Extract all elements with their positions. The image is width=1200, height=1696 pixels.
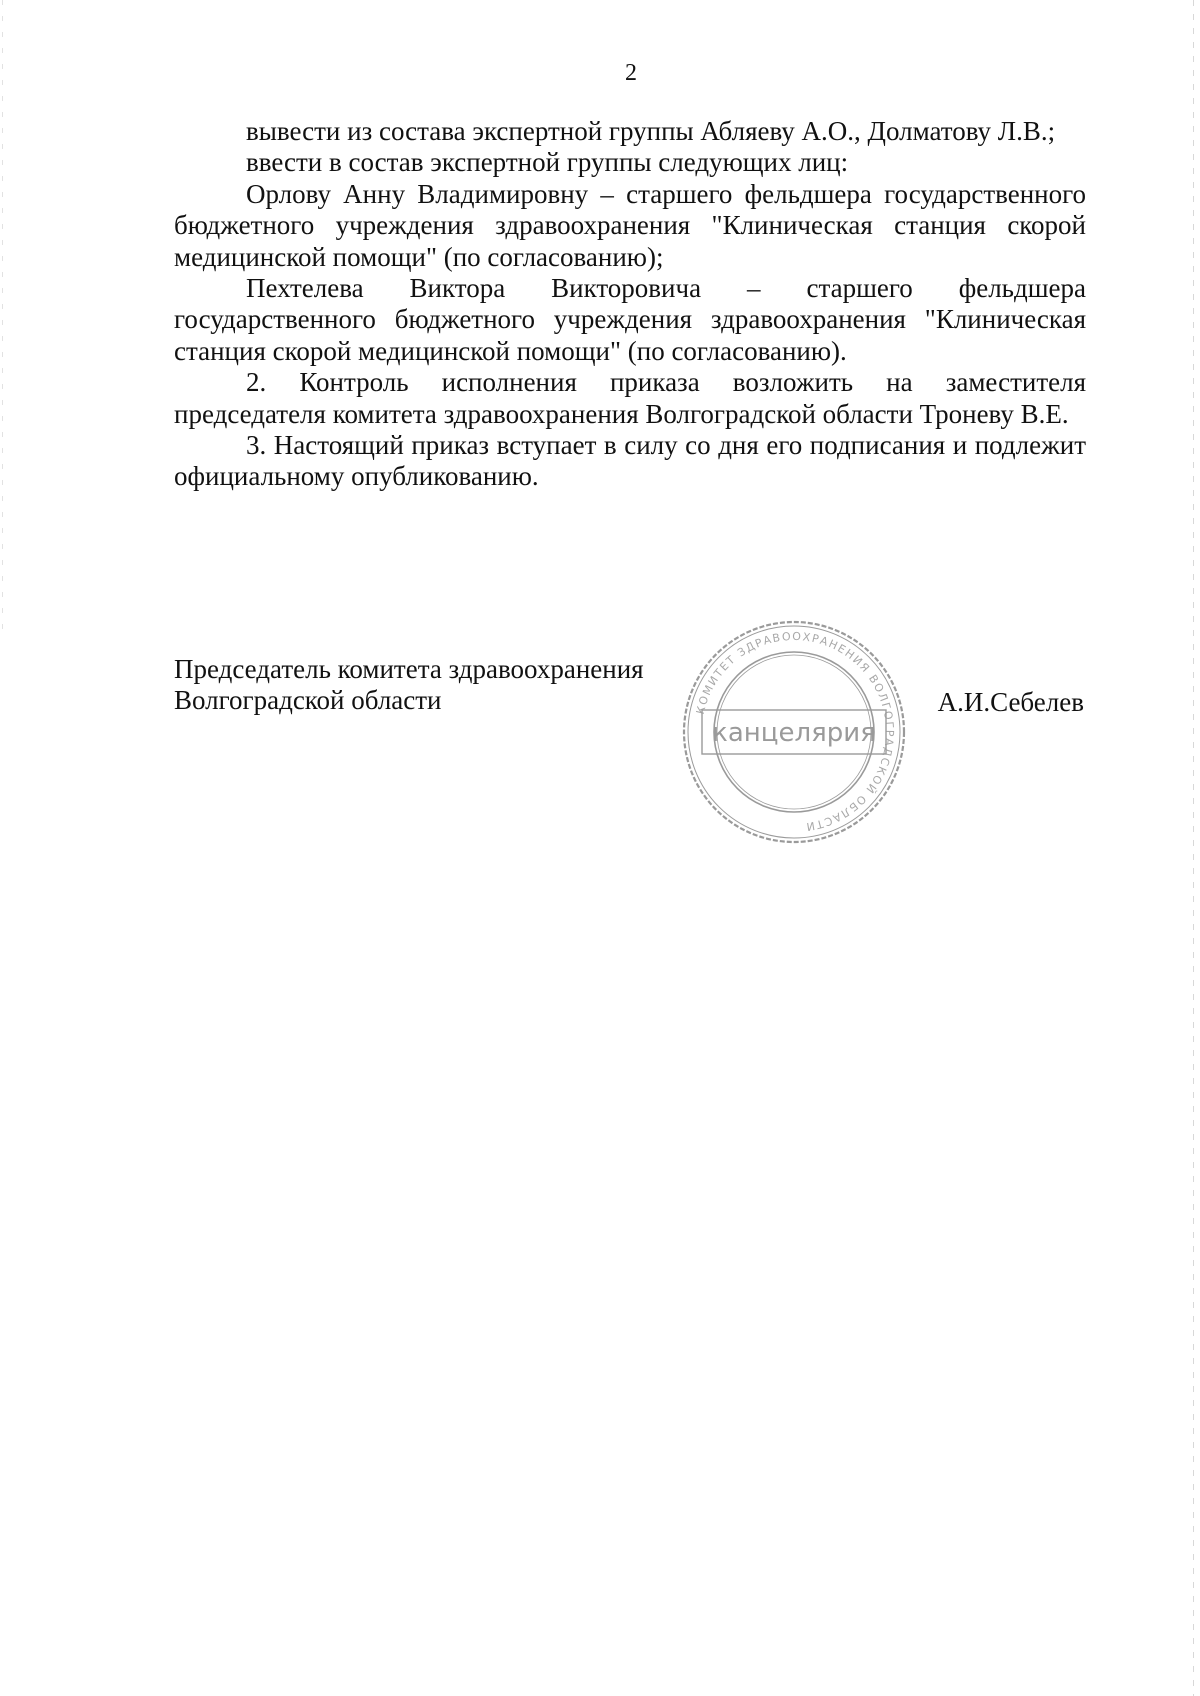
paragraph-effective-date: 3. Настоящий приказ вступает в силу со дня его подписания и подлежит официальному опубликованию. <box>174 430 1086 492</box>
office-stamp <box>680 618 908 846</box>
scan-edge-left <box>2 0 3 640</box>
scan-edge-right <box>1193 0 1194 1696</box>
signatory-title-line-1: Председатель комитета здравоохранения <box>174 654 644 684</box>
paragraph-control: 2. Контроль исполнения приказа возложить на заместителя председателя комитета здравоохранения Волгоградской области Троневу В.Е. <box>174 367 1086 429</box>
paragraph-add-members: ввести в состав экспертной группы следующих лиц: <box>246 147 849 178</box>
stamp-center-text: канцелярия <box>712 718 876 748</box>
signatory-name: А.И.Себелев <box>937 687 1084 717</box>
stamp-ring-text: КОМИТЕТ ЗДРАВООХРАНЕНИЯ ВОЛГОГРАДСКОЙ ОБЛАСТИ <box>693 629 897 834</box>
document-body <box>174 116 1086 493</box>
signatory-title-line-2: Волгоградской области <box>174 685 442 716</box>
page-number: 2 <box>625 60 637 86</box>
paragraph-member-orlova: Орлову Анну Владимировну – старшего фельдшера государственного бюджетного учреждения здравоохранения "Клиническая станция скорой медицинской помощи" (по согласованию); <box>174 178 1086 272</box>
paragraph-member-pekhtelev: Пехтелева Виктора Викторовича – старшего фельдшера государственного бюджетного учреждения здравоохранения "Клиническая станция скорой медицинской помощи" (по согласованию). <box>174 273 1086 366</box>
signatory-title <box>174 654 644 717</box>
paragraph-remove-members: вывести из состава экспертной группы Абляеву А.О., Долматову Л.В.; <box>246 116 1056 146</box>
